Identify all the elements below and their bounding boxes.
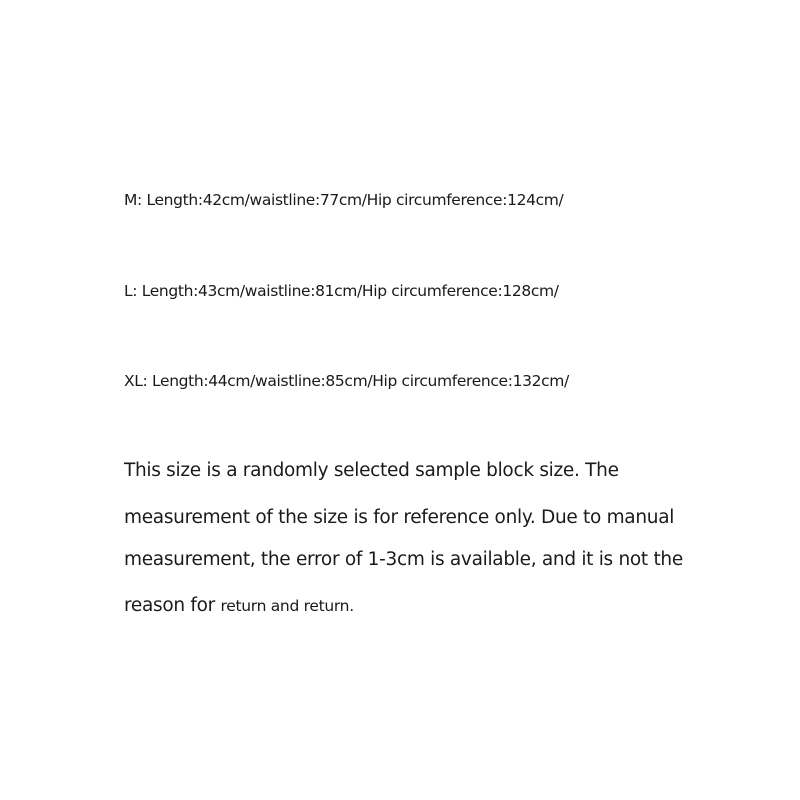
size-note-line-4-prefix: reason for <box>124 595 221 616</box>
size-note-line-4 <box>124 594 354 618</box>
size-note-line-2: measurement of the size is for reference only. Due to manual <box>124 507 675 528</box>
size-note-line-3: measurement, the error of 1-3cm is available, and it is not the <box>124 549 683 570</box>
size-l-measurements: L: Length:43cm/waistline:81cm/Hip circumference:128cm/ <box>124 282 559 300</box>
size-m-measurements: M: Length:42cm/waistline:77cm/Hip circumference:124cm/ <box>124 191 564 209</box>
size-xl-measurements: XL: Length:44cm/waistline:85cm/Hip circumference:132cm/ <box>124 372 569 390</box>
size-note-line-1: This size is a randomly selected sample block size. The <box>124 460 619 481</box>
size-note-line-4-suffix: return and return. <box>220 597 354 615</box>
